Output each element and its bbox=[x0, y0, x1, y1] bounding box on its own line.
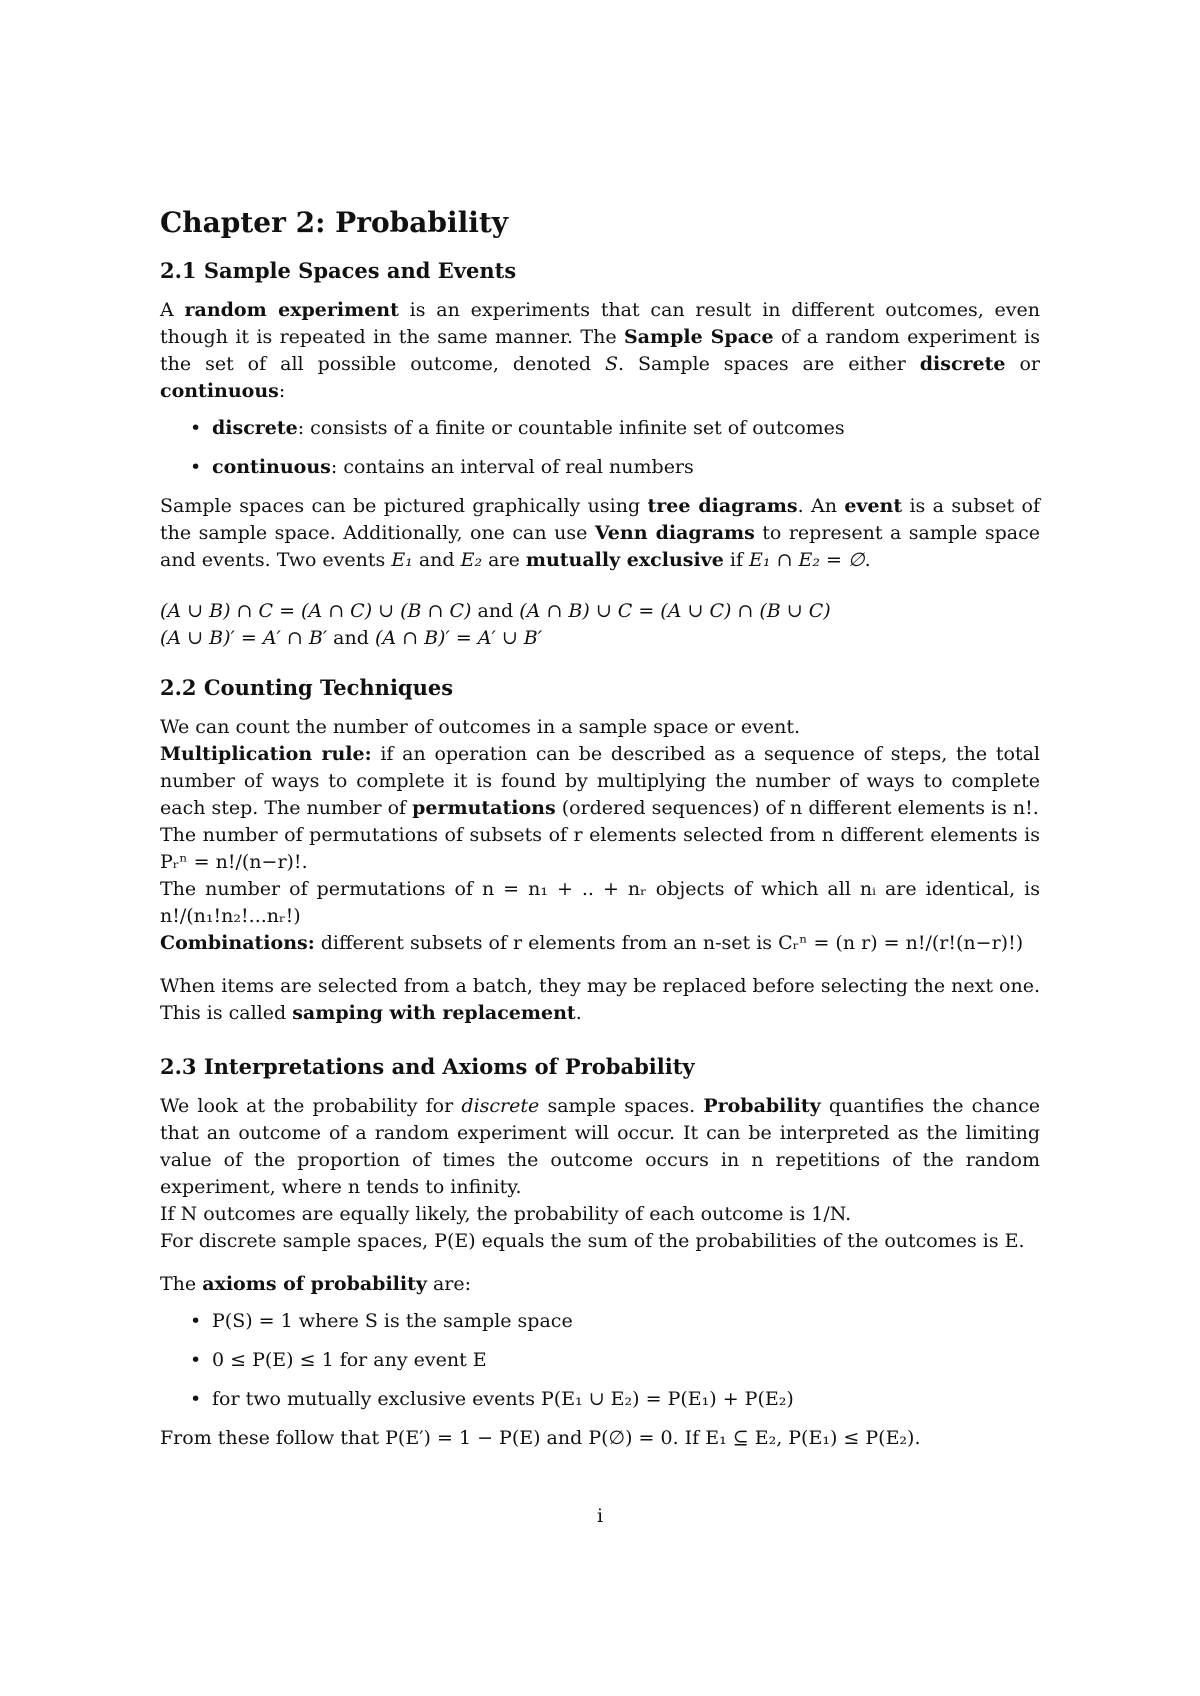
section-2-1-paragraph-2: Sample spaces can be pictured graphically using tree diagrams. An event is a subset of the sample space. Additionally, one can use Venn diagrams to represent a sample space and events. Two events E₁ and E₂ are mutually exclusive if E₁ ∩ E₂ = ∅. bbox=[160, 495, 1040, 571]
document-page bbox=[160, 205, 1040, 1462]
de-morgan-law-1: (A ∪ B)′ = A′ ∩ B′ bbox=[160, 627, 328, 649]
list-item: • 0 ≤ P(E) ≤ 1 for any event E bbox=[212, 1347, 1040, 1374]
section-2-2-title: 2.2 Counting Techniques bbox=[160, 675, 454, 700]
distributive-law-1: (A ∪ B) ∩ C = (A ∩ C) ∪ (B ∩ C) bbox=[160, 600, 472, 622]
distributive-law-2: (A ∩ B) ∪ C = (A ∪ C) ∩ (B ∪ C) bbox=[519, 600, 831, 622]
axioms-intro: The axioms of probability are: bbox=[160, 1273, 472, 1295]
page-number: i bbox=[596, 1505, 604, 1527]
section-2-1-paragraph-1: A random experiment is an experiments that can result in different outcomes, even though it is repeated in the same manner. The Sample Space of a random experiment is the set of all possible outcome, denoted S. Sample spaces are either discrete or continuous: bbox=[160, 299, 1040, 402]
sampling-with-replacement: When items are selected from a batch, they may be replaced before selecting the next one. This is called samping with replacement. bbox=[160, 975, 1040, 1024]
section-2-3-title: 2.3 Interpretations and Axioms of Probability bbox=[160, 1054, 695, 1079]
section-2-3-body: We look at the probability for discrete sample spaces. Probability quantifies the chance that an outcome of a random experiment will occur. It can be interpreted as the limiting value of the proportion of times the outcome occurs in n repetitions of the random experiment, where n tends to infinity. If N outcomes are equally likely, the probability of each outcome is 1/N. For discrete sample spaces, P(E) equals the sum of the probabilities of the outcomes is E. bbox=[160, 1095, 1040, 1252]
set-identities: (A ∪ B) ∩ C = (A ∩ C) ∪ (B ∩ C) and (A ∩ B) ∪ C = (A ∪ C) ∩ (B ∪ C) (A ∪ B)′ = A′ ∩ B′ and (A ∩ B)′ = A′ ∪ B′ bbox=[160, 600, 831, 649]
axioms-list bbox=[160, 1308, 1040, 1413]
chapter-title: Chapter 2: Probability bbox=[160, 206, 509, 239]
list-item: • for two mutually exclusive events P(E₁ ∪ E₂) = P(E₁) + P(E₂) bbox=[212, 1386, 1040, 1413]
axioms-consequences: From these follow that P(E′) = 1 − P(E) and P(∅) = 0. If E₁ ⊆ E₂, P(E₁) ≤ P(E₂). bbox=[160, 1427, 921, 1449]
list-item: • continuous: contains an interval of real numbers bbox=[212, 454, 1040, 481]
sample-space-types-list bbox=[160, 415, 1040, 481]
section-2-2-body: We can count the number of outcomes in a sample space or event. Multiplication rule: if an operation can be described as a sequence of steps, the total number of ways to complete it is found by multiplying the number of ways to complete each step. The number of permutations (ordered sequences) of n different elements is n!. The number of permutations of subsets of r elements selected from n different elements is Pᵣⁿ = n!/(n−r)!. The number of permutations of n = n₁ + .. + nᵣ objects of which all nᵢ are identical, is n!/(n₁!n₂!...nᵣ!) Combinations: different subsets of r elements from an n-set is Cᵣⁿ = (n r) = n!/(r!(n−r)!) bbox=[160, 716, 1040, 954]
list-item: • P(S) = 1 where S is the sample space bbox=[212, 1308, 1040, 1335]
section-2-1-title: 2.1 Sample Spaces and Events bbox=[160, 258, 517, 283]
de-morgan-law-2: (A ∩ B)′ = A′ ∪ B′ bbox=[374, 627, 543, 649]
list-item: • discrete: consists of a finite or countable infinite set of outcomes bbox=[212, 415, 1040, 442]
